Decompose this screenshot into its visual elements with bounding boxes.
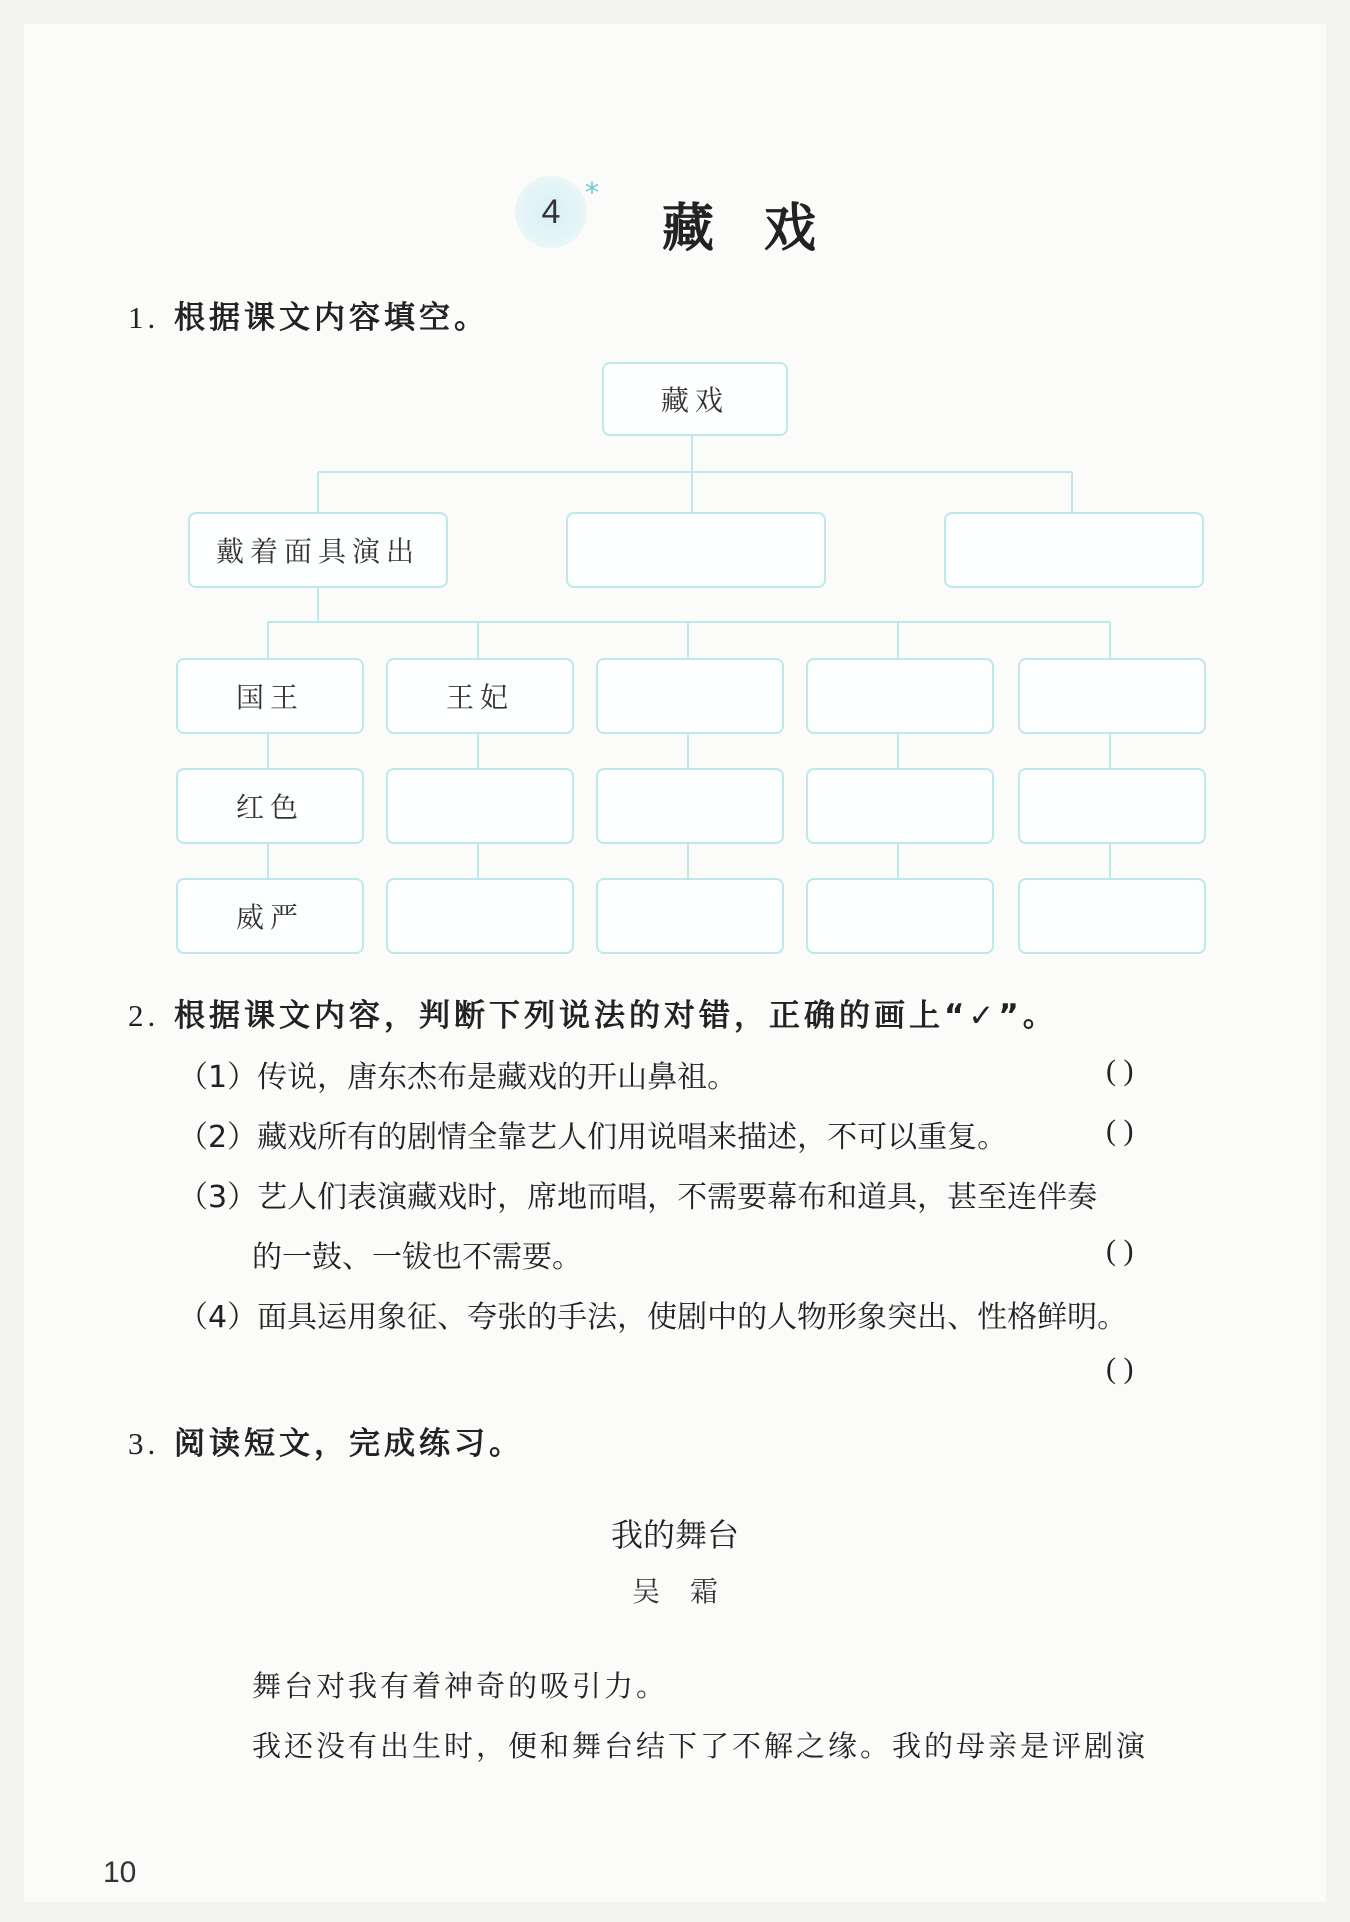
grid-r1-c3-blank[interactable] (596, 658, 784, 734)
q2-item-3 (178, 1172, 1097, 1216)
q2-item-4 (178, 1292, 1127, 1336)
grid-r1-c2: 王妃 (386, 658, 574, 734)
diagram-branch-1: 戴着面具演出 (188, 512, 448, 588)
q3-heading (128, 1418, 524, 1463)
grid-r3-c4-blank[interactable] (806, 878, 994, 954)
q2-answer-blank-1[interactable]: ( ) (1106, 1054, 1134, 1087)
q2-answer-blank-4[interactable]: ( ) (1106, 1352, 1134, 1385)
grid-r2-c2-blank[interactable] (386, 768, 574, 844)
q1-instruction: 根据课文内容填空。 (174, 300, 490, 336)
q2-answer-blank-2[interactable]: ( ) (1106, 1114, 1134, 1147)
q3-instruction: 阅读短文，完成练习。 (174, 1426, 525, 1462)
q2-item-label: （4） (178, 1300, 258, 1335)
lesson-number: 4 (541, 192, 561, 231)
q2-instruction: 根据课文内容，判断下列说法的对错，正确的画上“✓”。 (174, 998, 1058, 1034)
grid-r2-c3-blank[interactable] (596, 768, 784, 844)
q2-item-text: 藏戏所有的剧情全靠艺人们用说唱来描述，不可以重复。 (257, 1120, 1008, 1155)
grid-r3-c5-blank[interactable] (1018, 878, 1206, 954)
diagram-branch-3-blank[interactable] (944, 512, 1204, 588)
q2-item-label: （2） (178, 1120, 258, 1155)
grid-r1-c1: 国王 (176, 658, 364, 734)
grid-r3-c1: 威严 (176, 878, 364, 954)
story-paragraph-2: 我还没有出生时，便和舞台结下了不解之缘。我的母亲是评剧演 (252, 1729, 1149, 1763)
q2-item-label: （3） (178, 1180, 258, 1215)
q2-item-1 (178, 1052, 737, 1096)
q2-item-text: 艺人们表演藏戏时，席地而唱，不需要幕布和道具，甚至连伴奏 (257, 1180, 1098, 1215)
diagram-root-box: 藏戏 (602, 362, 788, 436)
diagram-branch-2-blank[interactable] (566, 512, 826, 588)
grid-r3-c2-blank[interactable] (386, 878, 574, 954)
q3-number: 3. (128, 1426, 160, 1461)
grid-r2-c4-blank[interactable] (806, 768, 994, 844)
q2-item-label: （1） (178, 1060, 258, 1095)
q2-number: 2. (128, 998, 160, 1033)
q2-item-text: 面具运用象征、夸张的手法，使剧中的人物形象突出、性格鲜明。 (257, 1300, 1128, 1335)
grid-r1-c5-blank[interactable] (1018, 658, 1206, 734)
q2-item-2 (178, 1112, 1007, 1156)
story-author: 吴霜 (631, 1575, 748, 1608)
lesson-title: 藏戏 (662, 198, 867, 259)
q2-item-text: 传说，唐东杰布是藏戏的开山鼻祖。 (257, 1060, 738, 1095)
grid-r3-c3-blank[interactable] (596, 878, 784, 954)
story-title: 我的舞台 (610, 1516, 739, 1554)
optional-lesson-star-icon: * (585, 176, 599, 209)
grid-r2-c5-blank[interactable] (1018, 768, 1206, 844)
q2-heading (128, 990, 1058, 1035)
grid-r1-c4-blank[interactable] (806, 658, 994, 734)
story-paragraph-1: 舞台对我有着神奇的吸引力。 (252, 1669, 669, 1703)
q1-number: 1. (128, 300, 160, 335)
grid-r2-c1: 红色 (176, 768, 364, 844)
q2-answer-blank-3[interactable]: ( ) (1106, 1234, 1134, 1267)
q2-item-3-continued: 的一鼓、一钹也不需要。 (252, 1240, 582, 1275)
page-number: 10 (103, 1856, 137, 1889)
